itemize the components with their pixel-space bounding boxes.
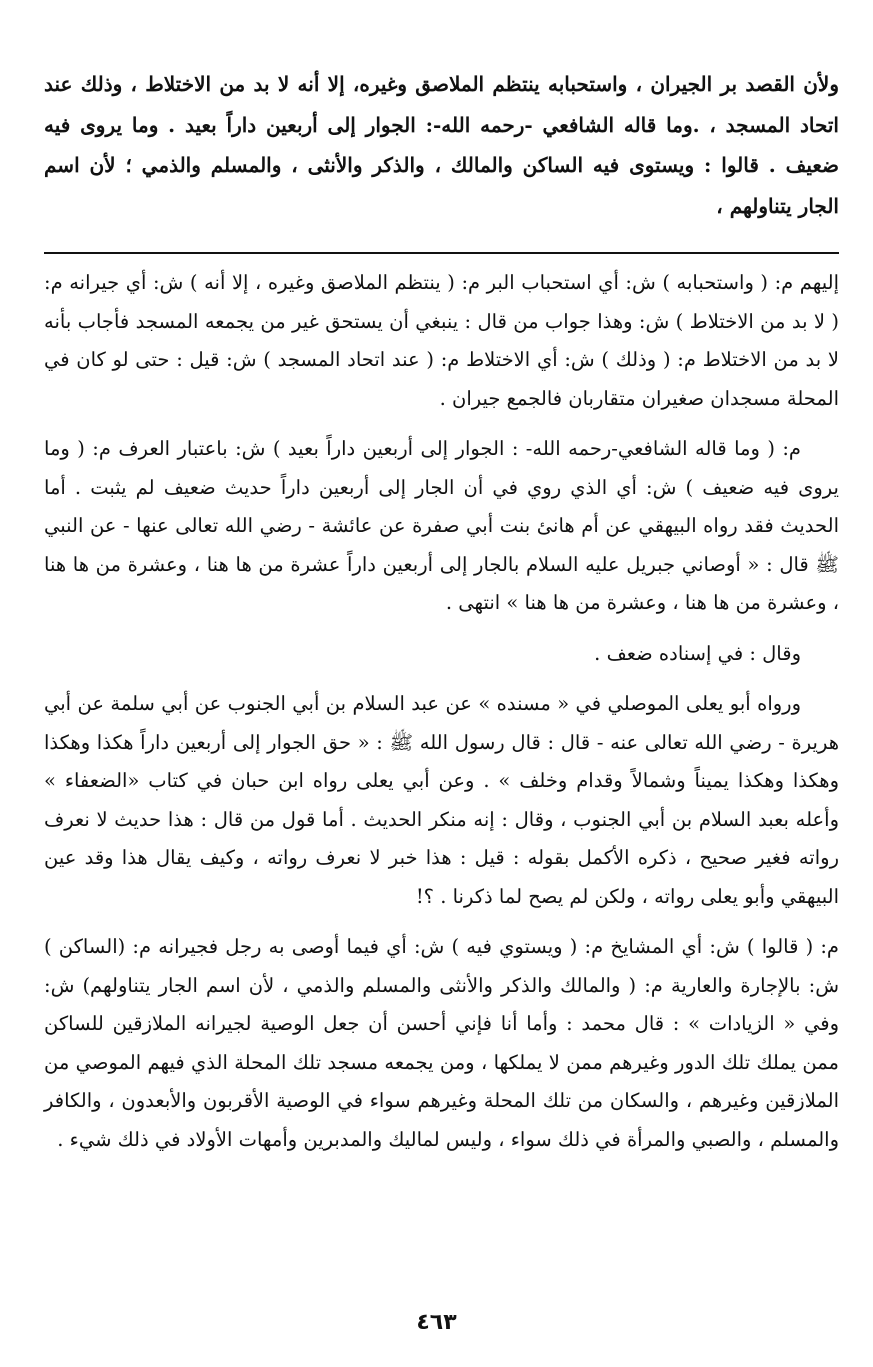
commentary-paragraph: م: ( قالوا ) ش: أي المشايخ م: ( ويستوي فيه ) ش: أي فيما أوصى به رجل فجيرانه م: (الساكن ) ش: بالإجارة والعارية م: ( والمالك والذكر والأنثى والمسلم والذمي ، لأن اسم الجار يتناولهم) ش: وفي « الزيادات » : قال محمد : وأما أنا فإني أحسن أن جعل الوصية لجيرانه الملازقين للساكن ممن يملك تلك الدور وغيرهم ممن لا يملكها ، ومن يجمعه مسجد تلك المحلة الذي فيهم الموصي من الملازقين وغيرهم ، والسكان من تلك المحلة وغيرهم سواء في الوصية الأقربون والأبعدون ، والكافر والمسلم ، والصبي والمرأة في ذلك سواء ، وليس لماليك والمدبرين وأمهات الأولاد في ذلك شيء . (44, 935, 839, 1151)
page-number: ٤٦٣ (416, 1310, 457, 1335)
commentary-paragraph: إليهم م: ( واستحبابه ) ش: أي استحباب البر م: ( ينتظم الملاصق وغيره ، إلا أنه ) ش: أي جيرانه م: ( لا بد من الاختلاط ) ش: وهذا جواب من قال : ينبغي أن يستحق غير من يجمعه المسجد فأجاب بأنه لا بد من الاختلاط م: ( وذلك ) ش: أي الاختلاط م: ( عند اتحاد المسجد ) ش: قيل : حتى لو كان في المحلة مسجدان صغيران متقاربان فالجمع جيران . (44, 271, 839, 410)
main-text: ولأن القصد بر الجيران ، واستحبابه ينتظم الملاصق وغيره، إلا أنه لا بد من الاختلاط ، وذلك عند اتحاد المسجد ، .وما قاله الشافعي -رحمه الله-: الجوار إلى أربعين داراً بعيد . وما يروى فيه ضعيف . قالوا : ويستوى فيه الساكن والمالك ، والذكر والأنثى ، والمسلم والذمي ؛ لأن اسم الجار يتناولهم ، (44, 72, 839, 218)
commentary-paragraph: وقال : في إسناده ضعف . (594, 641, 801, 665)
commentary-paragraph: ورواه أبو يعلى الموصلي في « مسنده » عن عبد السلام بن أبي الجنوب عن أبي سلمة عن أبي هريرة - رضي الله تعالى عنه - قال : قال رسول الله ﷺ : « حق الجوار إلى أربعين داراً هكذا وهكذا وهكذا وهكذا يميناً وشمالاً وقدام وخلف » . وعن أبي يعلى رواه ابن حبان في كتاب «الضعفاء » وأعله بعبد السلام بن أبي الجنوب ، وقال : إنه منكر الحديث . أما قول من قال : هذا حديث لا نعرف رواته فغير صحيح ، ذكره الأكمل بقوله : قيل : هذا خبر لا نعرف رواته ، وكيف يقال هذا وقد عين البيهقي وأبو يعلى رواته ، ولكن لم يصح لما ذكرنا . ؟! (44, 692, 839, 908)
footnote-divider (44, 252, 839, 254)
commentary (44, 264, 839, 1159)
commentary-paragraph: م: ( وما قاله الشافعي-رحمه الله- : الجوار إلى أربعين داراً بعيد ) ش: باعتبار العرف م: ( وما يروى فيه ضعيف ) ش: أي الذي روي في أن الجار إلى أربعين داراً حديث ضعيف لم يثبت . أما الحديث فقد رواه البيهقي عن أم هانئ بنت أبي صفرة عن عائشة - رضي الله تعالى عنها - عن النبي ﷺ قال : « أوصاني جبريل عليه السلام بالجار إلى أربعين داراً عشرة من ها هنا ، وعشرة من ها هنا ، وعشرة من ها هنا ، وعشرة من ها هنا » انتهى . (44, 437, 839, 614)
document-page (44, 64, 839, 1171)
